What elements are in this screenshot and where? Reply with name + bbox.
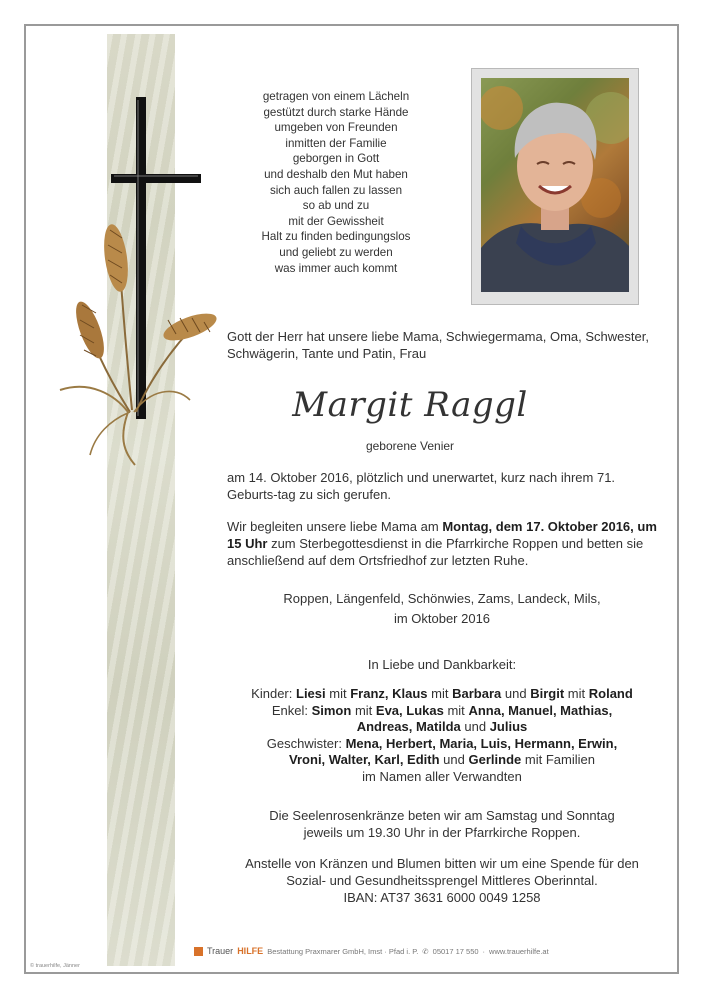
copyright: © trauerhilfe, Jänner: [30, 963, 80, 969]
connector: mit Familien: [524, 752, 595, 767]
family-member: Liesi: [296, 686, 326, 701]
iban-line: IBAN: AT37 3631 6000 0049 1258: [343, 890, 541, 905]
family-line-geschwister: [210, 736, 674, 753]
family-line-geschwister-2: [210, 752, 674, 769]
rosary-line: jeweils um 19.30 Uhr in der Pfarrkirche Roppen.: [303, 825, 581, 840]
logo-icon: [194, 947, 203, 956]
family-member: Mena, Herbert, Maria, Luis, Hermann, Erwin,: [345, 735, 618, 751]
portrait-photo: [481, 78, 629, 292]
poem-line: und geliebt zu werden: [279, 245, 393, 259]
phone-number: 05017 17 550: [432, 946, 479, 956]
logo-text-accent: HILFE: [237, 946, 264, 956]
thanks-line: In Liebe und Dankbarkeit:: [367, 657, 517, 672]
deceased-name: Margit Raggl: [292, 385, 528, 425]
family-member: Barbara: [452, 686, 502, 701]
geschwister-label: Geschwister:: [266, 735, 342, 751]
phone-icon: ✆: [422, 946, 429, 956]
poem-line: Halt zu finden bedingungslos: [261, 230, 411, 244]
family-member: Roland: [588, 686, 633, 701]
month-line: im Oktober 2016: [393, 611, 491, 626]
funeral-paragraph: [227, 518, 657, 569]
separator: ·: [482, 946, 486, 956]
family-member: Julius: [489, 719, 528, 734]
logo-text: Trauer: [207, 946, 234, 956]
poem-line: umgeben von Freunden: [274, 121, 398, 135]
connector: und: [504, 686, 527, 701]
poem-line: getragen von einem Lächeln: [262, 90, 410, 103]
poem-line: gestützt durch starke Hände: [263, 105, 409, 119]
intro-text: Gott der Herr hat unsere liebe Mama, Schwiegermama, Oma, Schwester, Schwägerin, Tante und Patin, Frau: [227, 329, 649, 361]
family-member: Franz, Klaus: [350, 686, 428, 701]
date-paragraph: am 14. Oktober 2016, plötzlich und unerwartet, kurz nach ihrem 71. Geburts-tag zu sich gerufen.: [227, 470, 616, 502]
connector: mit: [329, 686, 347, 701]
connector: und: [464, 719, 487, 734]
family-member: Vroni, Walter, Karl, Edith: [289, 752, 440, 767]
family-member: Anna, Manuel, Mathias,: [468, 702, 613, 718]
family-list: [210, 686, 674, 785]
poem-line: sich auch fallen zu lassen: [269, 183, 403, 197]
connector: mit: [447, 702, 465, 718]
places-line: Roppen, Längenfeld, Schönwies, Zams, Landeck, Mils,: [283, 591, 601, 606]
donation-line: Anstelle von Kränzen und Blumen bitten wir um eine Spende für den: [245, 856, 639, 871]
poem-line: was immer auch kommt: [274, 261, 398, 275]
rosary-line: Die Seelenrosenkränze beten wir am Samstag und Sonntag: [269, 808, 615, 823]
cross-wheat-icon: [40, 90, 230, 470]
kinder-label: Kinder:: [251, 686, 293, 701]
family-member: Eva, Lukas: [375, 702, 444, 718]
connector: mit: [431, 686, 449, 701]
family-line-verwandte: im Namen aller Verwandten: [362, 768, 522, 784]
family-member: Birgit: [530, 686, 565, 701]
poem-line: und deshalb den Mut haben: [264, 167, 408, 181]
donation-info: [227, 855, 657, 906]
poem-line: inmitten der Familie: [285, 136, 387, 150]
company-name: Bestattung Praxmarer GmbH, Imst · Pfad i. P.: [267, 946, 419, 956]
poem-line: geborgen in Gott: [292, 152, 380, 166]
rosary-info: [227, 807, 657, 841]
poem: [210, 89, 462, 276]
funeral-pre: Wir begleiten unsere liebe Mama am: [227, 519, 443, 534]
places: [227, 589, 657, 629]
family-line-enkel-2: [210, 719, 674, 736]
family-line-enkel: [210, 703, 674, 720]
donation-line: Sozial- und Gesundheitssprengel Mittleres Oberinntal.: [286, 873, 598, 888]
birth-name: geborene Venier: [365, 439, 455, 453]
connector: mit: [567, 686, 586, 701]
funeral-post: zum Sterbegottesdienst in die Pfarrkirche Roppen und betten sie anschließend auf dem Ortsfriedhof zur letzten Ruhe.: [227, 536, 644, 568]
family-member: Gerlinde: [468, 752, 522, 767]
funeral-date: Montag, dem 17. Oktober 2016, um 15 Uhr: [227, 519, 657, 551]
enkel-label: Enkel:: [271, 702, 308, 718]
poem-line: so ab und zu: [302, 199, 370, 213]
footer: [194, 944, 549, 958]
family-line-kinder: [210, 686, 674, 703]
family-member: Simon: [311, 702, 352, 718]
connector: mit: [354, 702, 373, 718]
poem-line: mit der Gewissheit: [288, 214, 384, 228]
website-link[interactable]: www.trauerhilfe.at: [489, 946, 549, 956]
connector: und: [443, 752, 465, 767]
family-member: Andreas, Matilda: [356, 719, 461, 734]
